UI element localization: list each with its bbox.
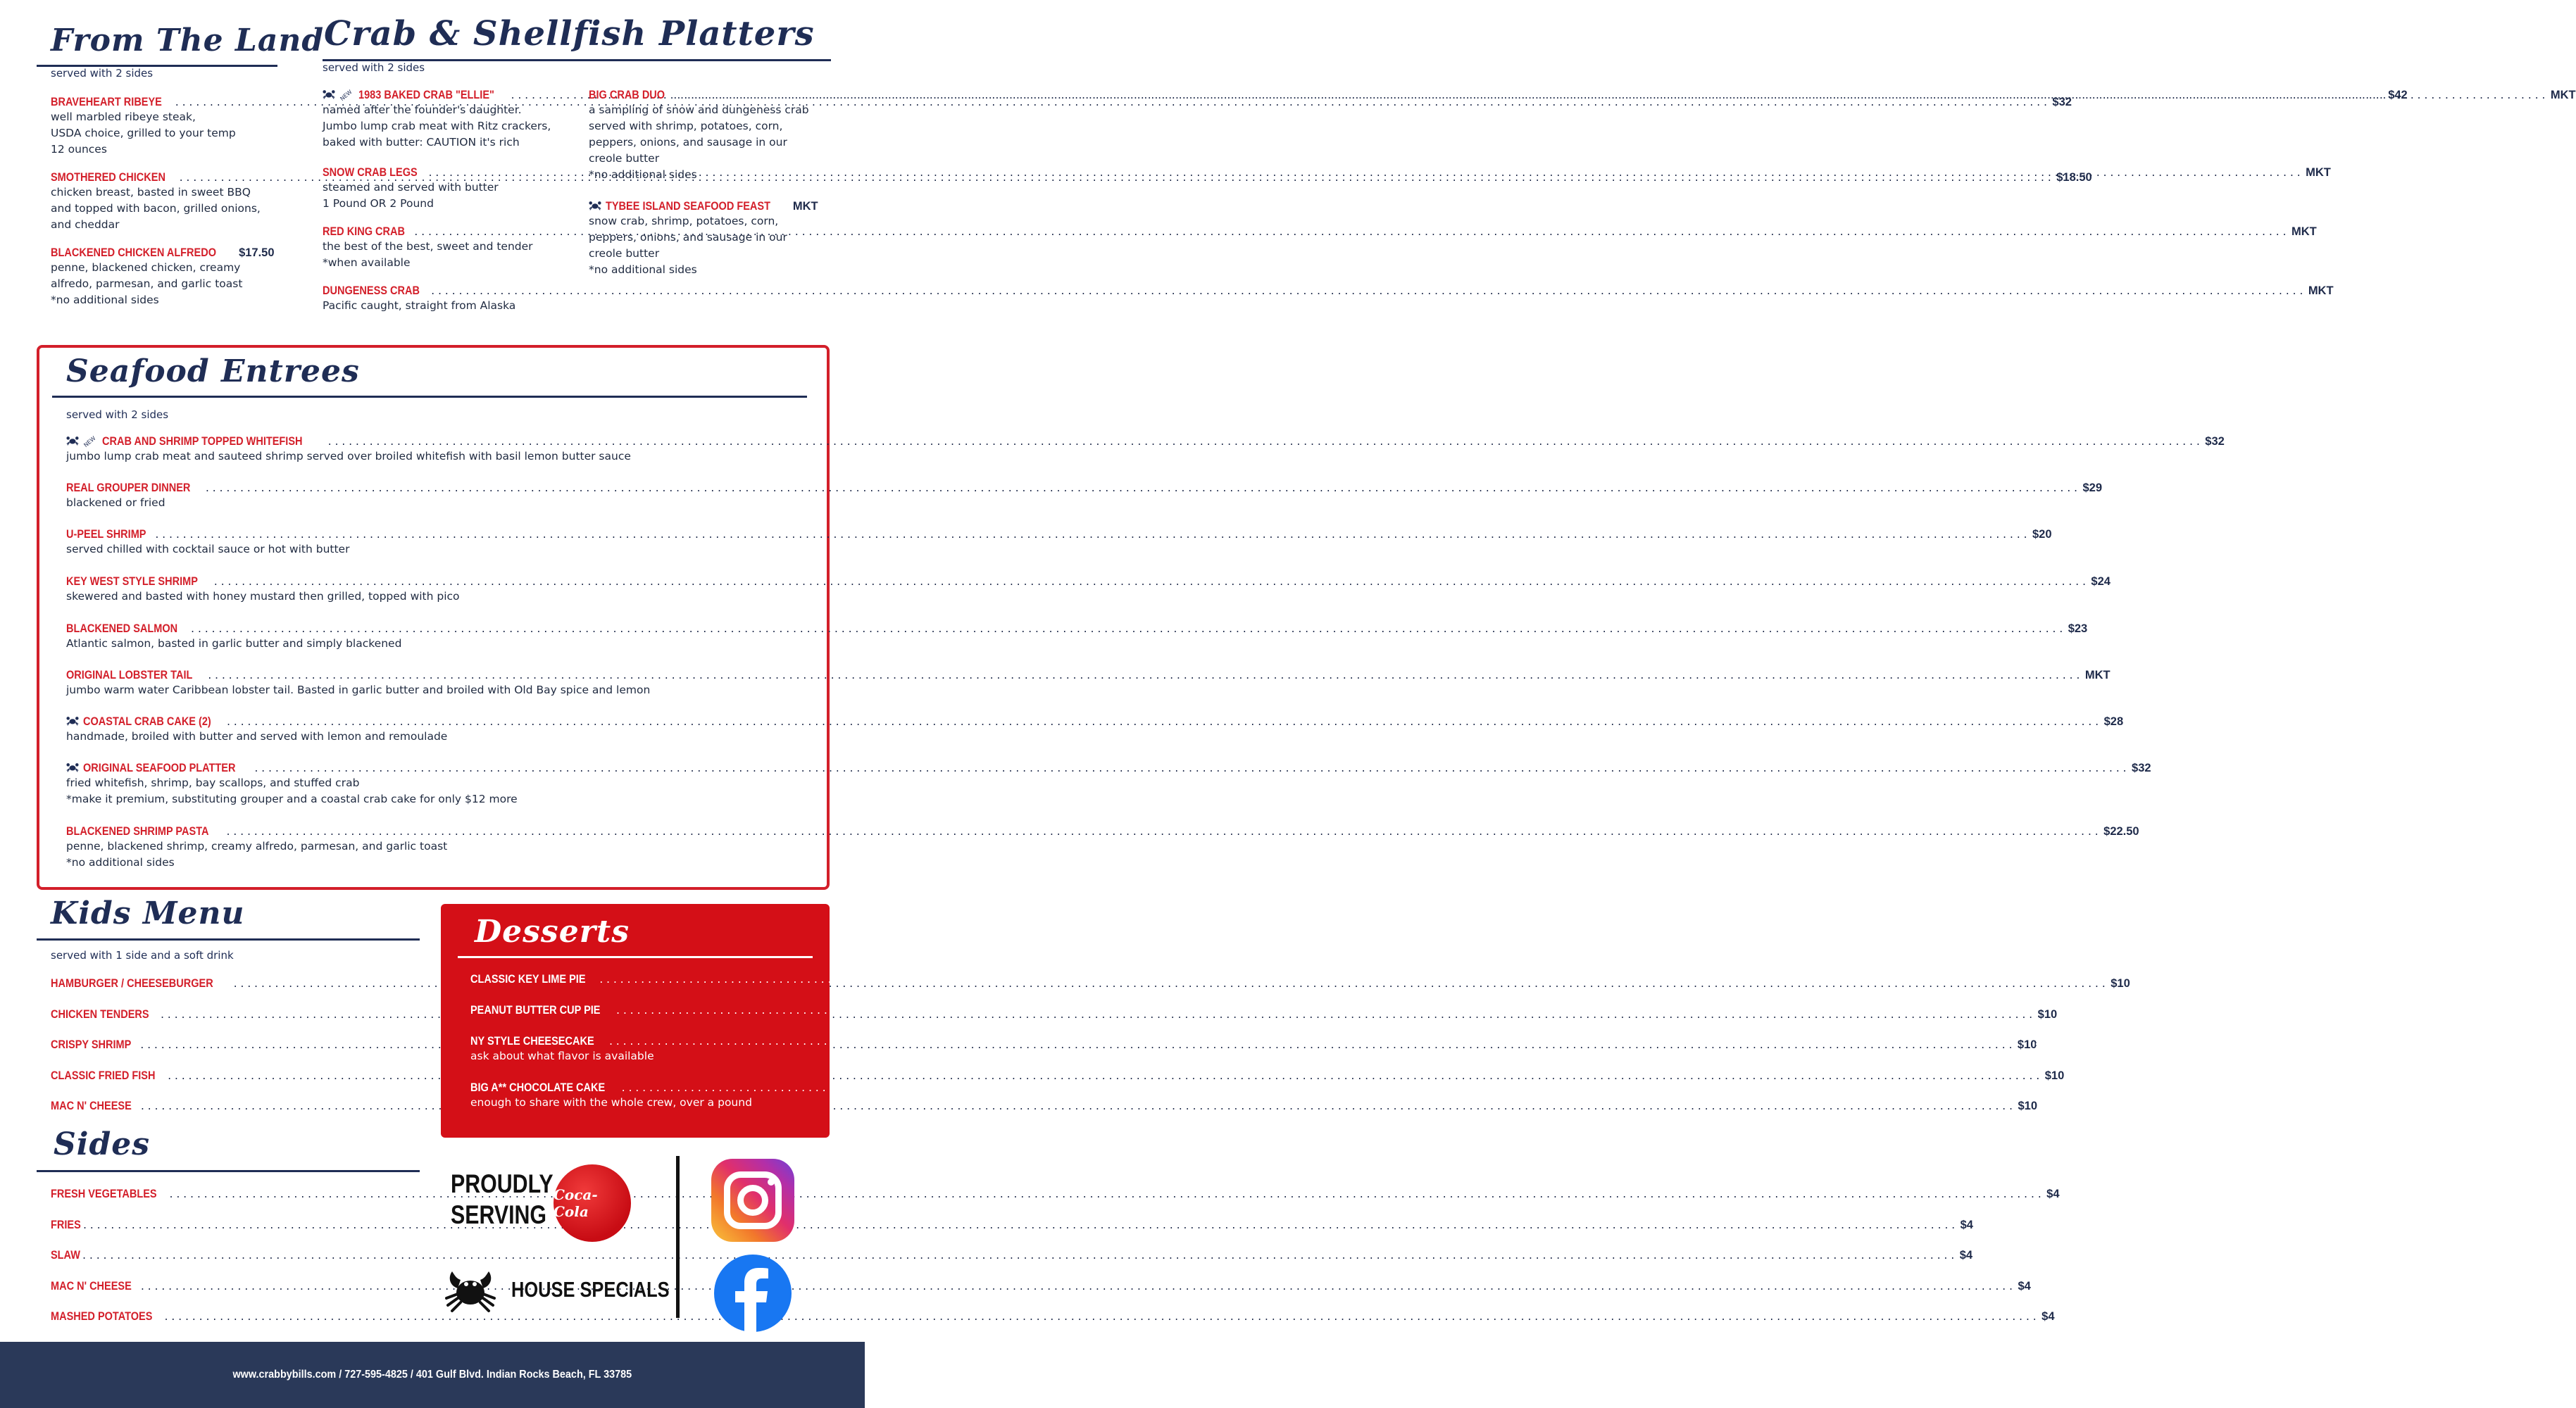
item-name: KEY WEST STYLE SHRIMP	[66, 575, 198, 588]
entrees-rule	[52, 396, 807, 398]
crab-icon	[589, 201, 601, 210]
facebook-icon[interactable]	[714, 1255, 792, 1332]
item-name: FRIES	[51, 1219, 81, 1231]
item-price: MKT	[2550, 89, 2576, 101]
item-name: CLASSIC KEY LIME PIE	[470, 973, 586, 986]
item-price: MKT	[2291, 225, 2317, 238]
crab-icon	[66, 716, 79, 726]
item-name: MAC N' CHEESE	[51, 1280, 132, 1293]
item-description: ask about what flavor is available	[470, 1050, 654, 1062]
crab-title: Crab & Shellfish Platters	[324, 14, 815, 54]
house-specials-label: HOUSE SPECIALS	[511, 1277, 670, 1302]
menu-item	[51, 246, 275, 308]
item-price: $6	[2493, 1004, 2507, 1017]
item-name: CHICKEN TENDERS	[51, 1008, 149, 1021]
kids-title: Kids Menu	[51, 895, 245, 931]
item-price: $7	[2486, 1035, 2499, 1048]
menu-item	[66, 715, 2124, 745]
item-name: BIG A** CHOCOLATE CAKE	[470, 1081, 606, 1094]
item-price: $10	[2111, 977, 2130, 990]
item-name: ORIGINAL SEAFOOD PLATTER	[83, 762, 236, 774]
list-item	[51, 1310, 2055, 1324]
crab-served-note: served with 2 sides	[323, 61, 425, 74]
item-name: SMOTHERED CHICKEN	[51, 171, 165, 184]
list-item	[51, 1249, 1973, 1262]
item-name: COASTAL CRAB CAKE (2)	[83, 715, 211, 728]
menu-item	[323, 284, 2334, 314]
item-description: well marbled ribeye steak, USDA choice, grilled to your temp 12 ounces	[51, 111, 236, 156]
item-price: MKT	[2306, 166, 2331, 179]
list-item	[51, 1069, 2065, 1083]
seafood-entrees-box	[37, 345, 2225, 890]
item-name: CRAB AND SHRIMP TOPPED WHITEFISH	[101, 435, 303, 448]
item-name: BLACKENED SALMON	[66, 622, 178, 635]
item-name: TYBEE ISLAND SEAFOOD FEAST	[606, 200, 770, 213]
item-name: DUNGENESS CRAB	[323, 284, 420, 297]
item-price: $10	[2037, 1008, 2058, 1021]
item-name: REAL GROUPER DINNER	[66, 482, 191, 494]
list-item	[51, 1219, 1973, 1232]
item-description: skewered and basted with honey mustard then grilled, topped with pico	[66, 590, 460, 603]
crab-icon	[66, 436, 79, 446]
item-name: CLASSIC FRIED FISH	[51, 1069, 156, 1082]
proudly-serving-text: PROUDLY SERVING	[451, 1169, 554, 1229]
list-item	[51, 1188, 2060, 1201]
item-price: $10	[2017, 1038, 2037, 1051]
land-title: From The Land	[51, 23, 325, 58]
item-price: $4	[2042, 1310, 2055, 1323]
desserts-rule	[458, 956, 813, 958]
item-price: $18.50	[2056, 171, 2092, 184]
entrees-served-note: served with 2 sides	[66, 408, 169, 421]
item-price: $24	[2091, 575, 2111, 588]
item-description: chicken breast, basted in sweet BBQ and topped with bacon, grilled onions, and cheddar	[51, 186, 261, 231]
land-served-note: served with 2 sides	[51, 67, 154, 80]
item-name: FRESH VEGETABLES	[51, 1188, 157, 1200]
crab-icon	[442, 1264, 499, 1314]
item-price: $10	[2018, 1100, 2037, 1112]
item-name: BIG CRAB DUO	[589, 89, 665, 101]
item-name: MASHED POTATOES	[51, 1310, 153, 1323]
desserts-title: Desserts	[475, 914, 630, 950]
item-price: $4	[1960, 1219, 1973, 1231]
item-price: $16	[2499, 1081, 2518, 1094]
item-price: $4	[1959, 1249, 1973, 1262]
menu-item	[589, 200, 818, 278]
item-price: $22.50	[2103, 825, 2139, 838]
item-description: named after the founder's daughter. Jumbo lump crab meat with Ritz crackers, baked with butter: CAUTION it's rich	[323, 103, 551, 149]
item-description: fried whitefish, shrimp, bay scallops, and stuffed crab *make it premium, substituting grouper and a coastal crab cake for only $12 more	[66, 777, 518, 805]
item-description: the best of the best, sweet and tender *when available	[323, 240, 533, 269]
item-name: BRAVEHEART RIBEYE	[51, 96, 162, 108]
item-name: MAC N' CHEESE	[51, 1100, 132, 1112]
item-name: U-PEEL SHRIMP	[66, 528, 146, 541]
item-price: MKT	[792, 200, 818, 213]
menu-item	[66, 528, 2052, 558]
item-price: $32	[2205, 435, 2225, 448]
menu-item	[66, 575, 2111, 605]
item-price: $4	[2018, 1280, 2031, 1293]
item-description: served chilled with cocktail sauce or hot with butter	[66, 543, 350, 555]
instagram-icon[interactable]	[711, 1159, 794, 1242]
item-name: SLAW	[51, 1249, 80, 1262]
menu-item	[66, 434, 2225, 465]
item-price: $6	[2476, 973, 2490, 986]
item-description: a sampling of snow and dungeness crab served with shrimp, potatoes, corn, peppers, onions, and sausage in our creole butter *no additional sides	[589, 103, 809, 181]
sides-rule	[37, 1170, 420, 1172]
item-price: MKT	[2084, 669, 2111, 681]
new-badge: NEW	[82, 434, 97, 449]
item-price: $17.50	[239, 246, 275, 259]
kids-served-note: served with 1 side and a soft drink	[51, 949, 234, 962]
item-name: RED KING CRAB	[323, 225, 405, 238]
item-description: jumbo lump crab meat and sauteed shrimp served over broiled whitefish with basil lemon butter sauce	[66, 450, 631, 463]
menu-item	[66, 825, 2139, 871]
divider	[676, 1156, 680, 1318]
item-price: $32	[2052, 96, 2072, 108]
item-price: $4	[2046, 1188, 2060, 1200]
item-description: enough to share with the whole crew, over a pound	[470, 1096, 752, 1109]
item-description: jumbo warm water Caribbean lobster tail. Basted in garlic butter and broiled with Old Bay spice and lemon	[66, 684, 651, 696]
kids-rule	[37, 938, 420, 941]
item-price: $23	[2068, 622, 2088, 635]
item-name: ORIGINAL LOBSTER TAIL	[66, 669, 193, 681]
item-price: $29	[2082, 482, 2103, 494]
new-badge: NEW	[339, 88, 354, 103]
item-description: Atlantic salmon, basted in garlic butter and simply blackened	[66, 637, 402, 650]
item-name: BLACKENED CHICKEN ALFREDO	[51, 246, 217, 259]
item-price: $32	[2132, 762, 2151, 774]
item-description: penne, blackened chicken, creamy alfredo, parmesan, and garlic toast *no additional sides	[51, 261, 243, 306]
sides-title: Sides	[54, 1126, 151, 1162]
footer-bar	[0, 1342, 865, 1408]
menu-item	[66, 622, 2088, 652]
footer-contact-text: www.crabbybills.com / 727-595-4825 / 401 Gulf Blvd. Indian Rocks Beach, FL 33785	[232, 1369, 632, 1381]
item-price: $20	[2032, 528, 2052, 541]
item-description: snow crab, shrimp, potatoes, corn, peppers, onions, and sausage in our creole butter *no additional sides	[589, 215, 787, 276]
item-name: 1983 BAKED CRAB "ELLIE"	[358, 89, 494, 101]
item-name: SNOW CRAB LEGS	[323, 166, 418, 179]
crab-icon	[323, 89, 335, 99]
item-price: $28	[2103, 715, 2124, 728]
item-description: steamed and served with butter 1 Pound OR 2 Pound	[323, 181, 499, 210]
item-description: blackened or fried	[66, 496, 165, 509]
item-description: Pacific caught, straight from Alaska	[323, 299, 516, 312]
item-price: $42	[2388, 89, 2408, 101]
item-description: handmade, broiled with butter and served with lemon and remoulade	[66, 730, 448, 743]
coca-cola-logo: Coca-Cola	[554, 1164, 631, 1242]
item-name: CRISPY SHRIMP	[51, 1038, 132, 1051]
item-name: HAMBURGER / CHEESEBURGER	[51, 977, 213, 990]
menu-item	[66, 762, 2151, 807]
menu-item	[66, 669, 2111, 698]
item-name: NY STYLE CHEESECAKE	[470, 1035, 594, 1048]
menu-item	[66, 482, 2103, 511]
item-price: $10	[2044, 1069, 2065, 1082]
item-name: BLACKENED SHRIMP PASTA	[66, 825, 209, 838]
item-price: MKT	[2308, 284, 2334, 297]
entrees-title: Seafood Entrees	[66, 353, 360, 389]
crab-icon	[66, 762, 79, 772]
item-name: PEANUT BUTTER CUP PIE	[470, 1004, 601, 1017]
item-description: penne, blackened shrimp, creamy alfredo, parmesan, and garlic toast *no additional sides	[66, 840, 448, 869]
